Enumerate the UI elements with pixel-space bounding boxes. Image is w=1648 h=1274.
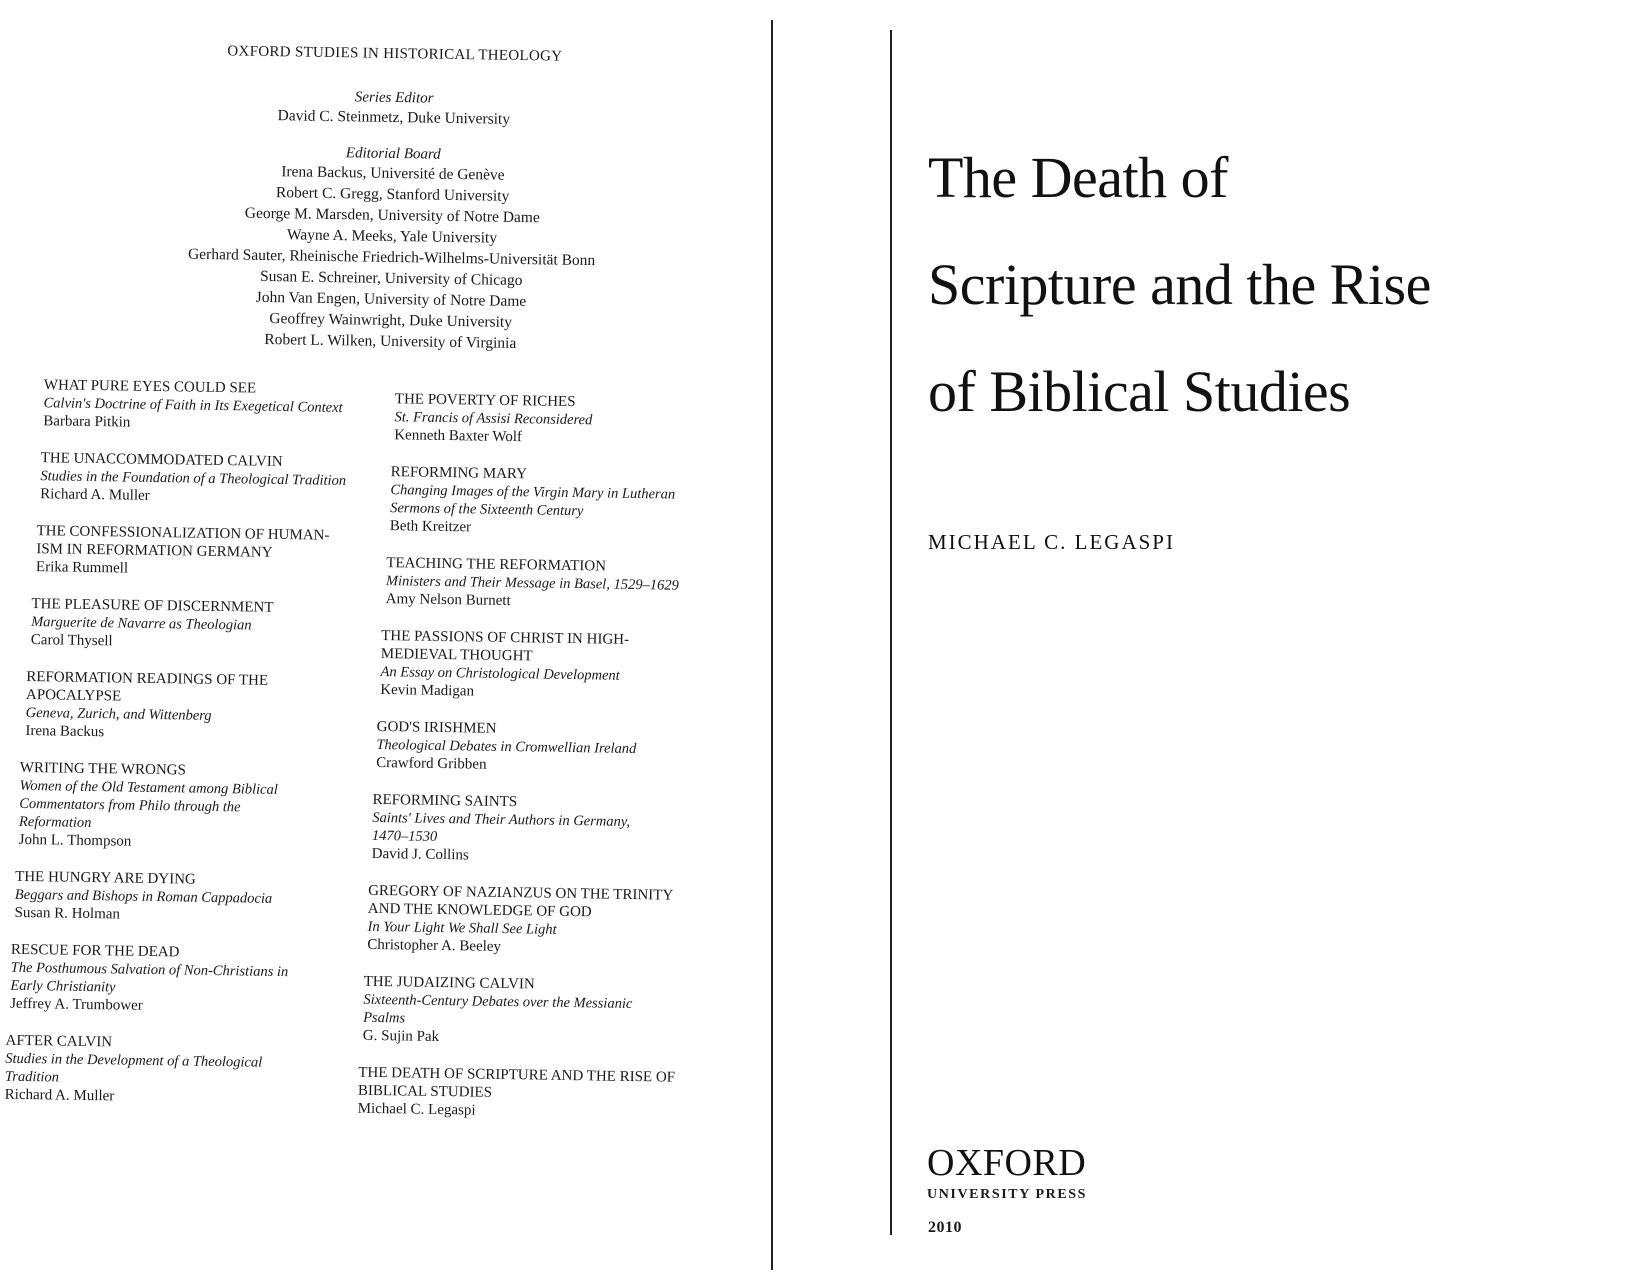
- book-entry-author: Christopher A. Beeley: [367, 936, 502, 955]
- book-entry-author: Beth Kreitzer: [389, 518, 472, 536]
- book-entry-author: Kevin Madigan: [380, 682, 475, 700]
- book-title-line: Scripture and the Rise: [928, 252, 1431, 317]
- board-member: Geoffrey Wainwright, Duke University: [269, 310, 513, 331]
- book-entry-title: THE POVERTY OF RICHES: [394, 391, 576, 411]
- series-editor: David C. Steinmetz, Duke University: [277, 107, 511, 128]
- book-entry-title: TEACHING THE REFORMATION: [386, 555, 607, 575]
- book-entry-title: AFTER CALVIN: [5, 1032, 113, 1051]
- series-book-entry: [390, 463, 721, 540]
- book-entry-title: THE PASSIONS OF CHRIST IN HIGH-MEDIEVAL THOUGHT: [380, 628, 630, 665]
- book-entry-subtitle: Changing Images of the Virgin Mary in Lutheran Sermons of the Sixteenth Century: [390, 482, 676, 520]
- book-entry-author: Crawford Gribben: [376, 754, 487, 773]
- series-book-entry: [363, 973, 713, 1050]
- book-entry-subtitle: Sixteenth-Century Debates over the Messianic Psalms: [363, 991, 633, 1027]
- book-entry-author: Carol Thysell: [30, 632, 113, 650]
- series-book-entry: [19, 759, 384, 855]
- board-member: Gerhard Sauter, Rheinische Friedrich-Wilhelms-Universität Bonn: [187, 245, 596, 270]
- board-member: Irena Backus, Université de Genève: [281, 163, 505, 184]
- book-entry-title: REFORMING SAINTS: [372, 791, 518, 811]
- book-entry-author: Richard A. Muller: [4, 1086, 115, 1105]
- book-entry-title: THE JUDAIZING CALVIN: [363, 973, 535, 993]
- series-book-entry: [43, 376, 390, 435]
- book-entry-title: RESCUE FOR THE DEAD: [10, 941, 180, 961]
- series-book-entry: [5, 1032, 380, 1110]
- book-entry-author: Jeffrey A. Trumbower: [10, 995, 143, 1014]
- book-entry-subtitle: Geneva, Zurich, and Wittenberg: [25, 704, 212, 724]
- page-gutter-right: [890, 30, 892, 1235]
- book-entry-title: GOD'S IRISHMEN: [376, 718, 497, 737]
- book-entry-subtitle: Studies in the Development of a Theological Tradition: [4, 1050, 263, 1086]
- board-member: Susan E. Schreiner, University of Chicago: [259, 267, 523, 290]
- series-block: [145, 40, 640, 356]
- book-entry-subtitle: In Your Light We Shall See Light: [367, 918, 557, 938]
- book-entry-subtitle: An Essay on Christological Development: [380, 664, 620, 684]
- book-entry-title: GREGORY OF NAZIANZUS ON THE TRINITY AND THE KNOWLEDGE OF GOD: [367, 882, 673, 921]
- editorial-board-list: [145, 159, 638, 356]
- series-title: OXFORD STUDIES IN HISTORICAL THEOLOGY: [227, 43, 563, 65]
- book-entry-author: G. Sujin Pak: [362, 1027, 440, 1045]
- series-book-entry: [386, 554, 720, 613]
- book-entry-title: REFORMATION READINGS OF THE APOCALYPSE: [25, 668, 269, 705]
- book-entry-subtitle: Ministers and Their Message in Basel, 1529–1629: [385, 573, 679, 594]
- book-title-line: of Biblical Studies: [928, 359, 1351, 424]
- book-entry-author: Michael C. Legaspi: [357, 1100, 476, 1119]
- publisher-imprint: [927, 1143, 1087, 1205]
- book-entry-subtitle: Studies in the Foundation of a Theological Tradition: [40, 468, 347, 489]
- book-entry-title: THE UNACCOMMODATED CALVIN: [40, 450, 283, 470]
- book-entry-title: THE HUNGRY ARE DYING: [15, 868, 196, 888]
- page-gutter-left: [771, 20, 773, 1270]
- book-entry-author: Amy Nelson Burnett: [385, 591, 511, 610]
- series-book-entry: [372, 791, 716, 868]
- series-book-entry: [394, 390, 722, 449]
- book-entry-subtitle: The Posthumous Salvation of Non-Christians in Early Christianity: [10, 959, 289, 996]
- book-entry-author: Erika Rummell: [35, 559, 129, 577]
- publication-year: 2010: [928, 1219, 962, 1236]
- series-book-entry: [367, 882, 714, 959]
- book-title-line: The Death of: [928, 145, 1228, 210]
- book-title: [928, 124, 1568, 445]
- book-entry-title: THE CONFESSIONALIZATION OF HUMAN-ISM IN REFORMATION GERMANY: [36, 523, 330, 561]
- board-member: Wayne A. Meeks, Yale University: [286, 226, 498, 247]
- book-entry-title: WRITING THE WRONGS: [19, 759, 187, 779]
- board-member: George M. Marsden, University of Notre Dame: [244, 204, 540, 227]
- series-book-entry: [36, 522, 388, 582]
- book-entry-author: David J. Collins: [371, 845, 469, 864]
- book-entry-subtitle: Saints' Lives and Their Authors in Germany, 1470–1530: [371, 809, 631, 845]
- board-member: Robert L. Wilken, University of Virginia: [264, 330, 517, 352]
- book-entry-author: Irena Backus: [25, 722, 105, 741]
- book-entry-author: Kenneth Baxter Wolf: [394, 427, 523, 446]
- book-entry-title: THE DEATH OF SCRIPTURE AND THE RISE OF BIBLICAL STUDIES: [357, 1064, 676, 1101]
- editorial-board-label: Editorial Board: [345, 145, 441, 163]
- book-entry-title: WHAT PURE EYES COULD SEE: [43, 377, 257, 397]
- series-book-entry: [358, 1064, 712, 1124]
- book-entry-title: THE PLEASURE OF DISCERNMENT: [31, 596, 274, 616]
- publisher-name: OXFORD: [927, 1142, 1087, 1184]
- publisher-subtitle: UNIVERSITY PRESS: [927, 1187, 1088, 1202]
- book-entry-subtitle: St. Francis of Assisi Reconsidered: [394, 409, 593, 429]
- series-books-column-2: [357, 390, 722, 1142]
- book-entry-author: Barbara Pitkin: [43, 413, 131, 431]
- book-author: MICHAEL C. LEGASPI: [928, 530, 1175, 554]
- series-book-entry: [40, 449, 389, 508]
- series-book-entry: [25, 668, 385, 746]
- series-book-entry: [376, 718, 717, 777]
- series-book-entry: [380, 627, 718, 704]
- book-entry-subtitle: Beggars and Bishops in Roman Cappadocia: [14, 886, 273, 907]
- book-entry-title: REFORMING MARY: [390, 464, 528, 483]
- board-member: Robert C. Gregg, Stanford University: [275, 184, 510, 205]
- book-entry-subtitle: Theological Debates in Cromwellian Ireland: [376, 736, 637, 758]
- book-entry-subtitle: Marguerite de Navarre as Theologian: [31, 614, 252, 634]
- board-member: John Van Engen, University of Notre Dame: [255, 288, 527, 311]
- book-entry-subtitle: Women of the Old Testament among Biblical Commentators from Philo through the Reformation: [18, 777, 278, 832]
- series-book-entry: [14, 868, 382, 928]
- book-entry-author: Susan R. Holman: [14, 904, 121, 923]
- series-book-entry: [31, 595, 387, 655]
- series-books-column-1: [4, 376, 390, 1129]
- book-entry-author: John L. Thompson: [18, 831, 132, 850]
- book-entry-author: Richard A. Muller: [40, 486, 150, 504]
- series-book-entry: [10, 941, 381, 1019]
- book-entry-subtitle: Calvin's Doctrine of Faith in Its Exegetical Context: [43, 395, 343, 416]
- series-editor-label: Series Editor: [354, 89, 434, 107]
